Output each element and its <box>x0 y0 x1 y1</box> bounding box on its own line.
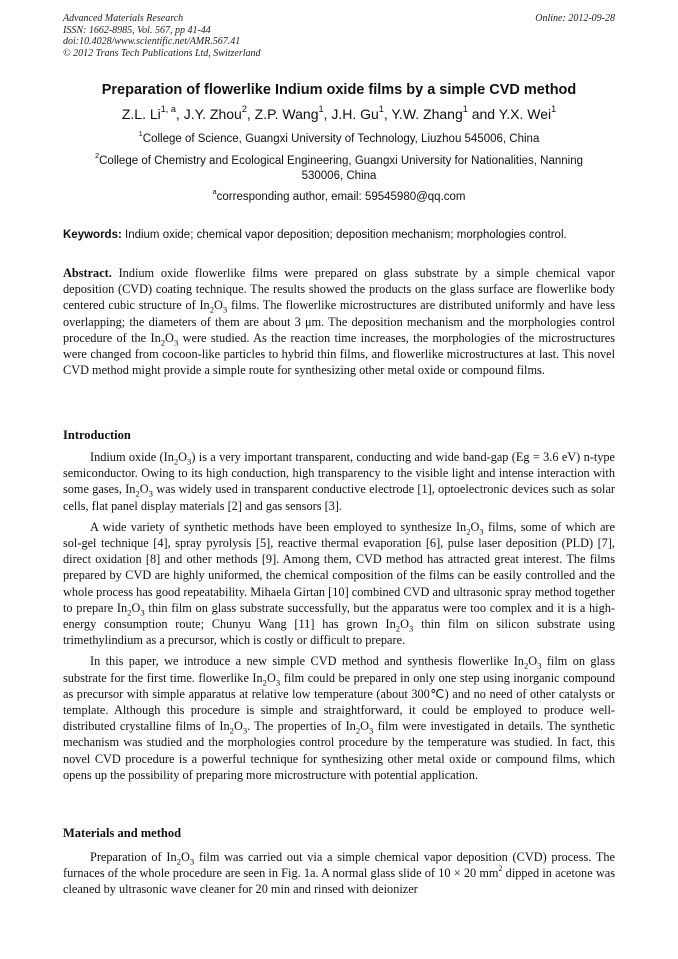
chem-formula: $In_2O_3$ <box>125 482 153 499</box>
chem-formula: $In_2O_3$ <box>199 298 228 315</box>
affiliation-1: $^1$College of Science, Guangxi University of Technology, Liuzhou 545006, China <box>138 129 540 145</box>
author-affiliation-mark: 1 <box>462 104 468 115</box>
online-date: Online: 2012-09-28 <box>535 13 615 24</box>
author: J.Y. Zhou <box>183 106 242 122</box>
author-list: Z.L. Li$^{1, a}$, J.Y. Zhou$^2$, Z.P. Wang$^1$, J.H. Gu$^1$, Y.W. Zhang$^1$ and Y.X. Wei$^1$ <box>121 104 557 122</box>
author: J.H. Gu <box>331 106 379 122</box>
author: Y.W. Zhang <box>391 106 463 122</box>
chem-formula: $In_2O_3$ <box>166 850 195 867</box>
abstract-label: Abstract. <box>63 266 112 280</box>
chem-formula: $In_2O_3$ <box>345 719 374 736</box>
affiliation-2: $^2$College of Chemistry and Ecological Engineering, Guangxi University for Nationalities, Nanning 530006, China <box>94 151 584 182</box>
corresponding-author: $^a$corresponding author, email: 59545980@qq.com <box>212 187 466 203</box>
abstract: Abstract. Indium oxide flowerlike films were prepared on glass substrate by a simple chemical vapor deposition (CVD) coating technique. The results showed the products on the glass surface are flowerlike body centered cubic structure of $In_2O_3$ films. The flowerlike microstructures are distributed uniformly and have less overlapping; the diameters of them are about 3 μm. The deposition mechanism and the morphologies control procedure of the $In_2O_3$ were studied. As the reaction time increases, the morphologies of the microstructures were changed from cocoon-like particles to hybrid thin films, and flowerlike microstructures at last. This novel CVD method might provide a simple route for synthesizing other metal oxide or compound films. <box>63 266 616 378</box>
keywords-text: Indium oxide; chemical vapor deposition; deposition mechanism; morphologies control. <box>125 229 567 241</box>
paragraph: In this paper, we introduce a new simple CVD method and synthesis flowerlike $In_2O_3$ film on glass substrate for the first time. flowerlike $In_2O_3$ film could be prepared in only one step using inorganic compound as precursor with simple apparatus at relative low temperature (about 300℃) and no need of other catalysts or template. Although this procedure is simple and straightforward, it could be employed to produce well-distributed crystalline films of $In_2O_3$. The properties of $In_2O_3$ film were investigated in details. The synthetic mechanism was studied and the morphologies control procedure by the temperature was studied. In fact, this novel CVD procedure is a powerful technique for synthesizing other metal oxide or compound films, which opens up the possibility of preparing more microstructure with potential application. <box>63 654 616 782</box>
author-affiliation-mark: 1 <box>318 104 324 115</box>
journal-header <box>63 13 615 59</box>
journal-doi: doi:10.4028/www.scientific.net/AMR.567.41 <box>63 36 241 47</box>
journal-copyright: © 2012 Trans Tech Publications Ltd, Switzerland <box>63 47 261 59</box>
chem-formula: $In_2O_3$ <box>116 600 145 618</box>
keywords <box>63 228 615 243</box>
chem-formula: $In_2O_3$ <box>385 617 414 634</box>
author-affiliation-mark: 1 <box>551 104 557 115</box>
journal-name: Advanced Materials Research <box>63 13 184 24</box>
author: Y.X. Wei <box>498 106 552 122</box>
introduction-body <box>63 449 615 783</box>
chem-formula: $In_2O_3$ <box>150 330 179 348</box>
methods-body <box>63 849 615 898</box>
keywords-label: Keywords: <box>63 229 122 241</box>
paragraph: A wide variety of synthetic methods have been employed to synthesize $In_2O_3$ films, some of which are sol-gel technique [4], spray pyrolysis [5], reactive thermal evaporation [6], pulse laser deposition (PLD) [7], direct oxidation [8] and other methods [9]. Among them, CVD method has attracted great interest. The films prepared by CVD are highly uniformed, the chemical composition of the films can be easily controlled and the whole process has good repeatability. Mihaela Girtan [10] combined CVD and ultrasonic spray method together to prepare $In_2O_3$ thin film on glass substrate successfully, but the apparatus were too complex and it is a high-energy consumption route; Chunyu Wang [11] has grown $In_2O_3$ thin film on silicon substrate using trimethylindium as a precursor, which is costly or difficult to prepare. <box>63 519 615 648</box>
author: Z.P. Wang <box>254 106 319 122</box>
section-heading-methods: Materials and method <box>63 826 182 840</box>
author: Z.L. Li <box>121 106 161 122</box>
author-affiliation-mark: 1 <box>378 104 384 115</box>
author-affiliation-mark: 2 <box>241 104 247 115</box>
chem-formula: $In_2O_3$ <box>513 654 542 671</box>
author-conjunction: and <box>471 106 496 122</box>
chem-formula: $In_2O_3$ <box>455 519 484 537</box>
chem-formula: $In_2O_3$ <box>252 670 281 688</box>
chem-formula: $In_2O_3$ <box>219 719 248 736</box>
author-affiliation-mark: 1, a <box>160 104 176 115</box>
paper-title: Preparation of flowerlike Indium oxide films by a simple CVD method <box>101 82 577 98</box>
chem-formula: $In_2O_3$ <box>163 450 192 467</box>
paragraph: Indium oxide $(In_2O_3)$ is a very important transparent, conducting and wide band-gap (Eg = 3.6 eV) n-type semiconductor. Owing to its high conduction, high transparency to the visible light and intense interaction with some gases, $In_2O_3$ was widely used in transparent conductive electrode [1], optoelectronic devices such as solar cells, flat panel display materials [2] and gas sensors [3]. <box>63 450 615 513</box>
journal-issn: ISSN: 1662-8985, Vol. 567, pp 41-44 <box>63 24 211 36</box>
paragraph: Preparation of $In_2O_3$ film was carried out via a simple chemical vapor deposition (CVD) process. The furnaces of the whole procedure are seen in Fig. 1a. A normal glass slide of 10 × 20 $mm^2$ dipped in acetone was cleaned by ultrasonic wave cleaner for 20 min and rinsed with deionizer <box>63 850 615 897</box>
section-heading-introduction: Introduction <box>63 428 131 442</box>
